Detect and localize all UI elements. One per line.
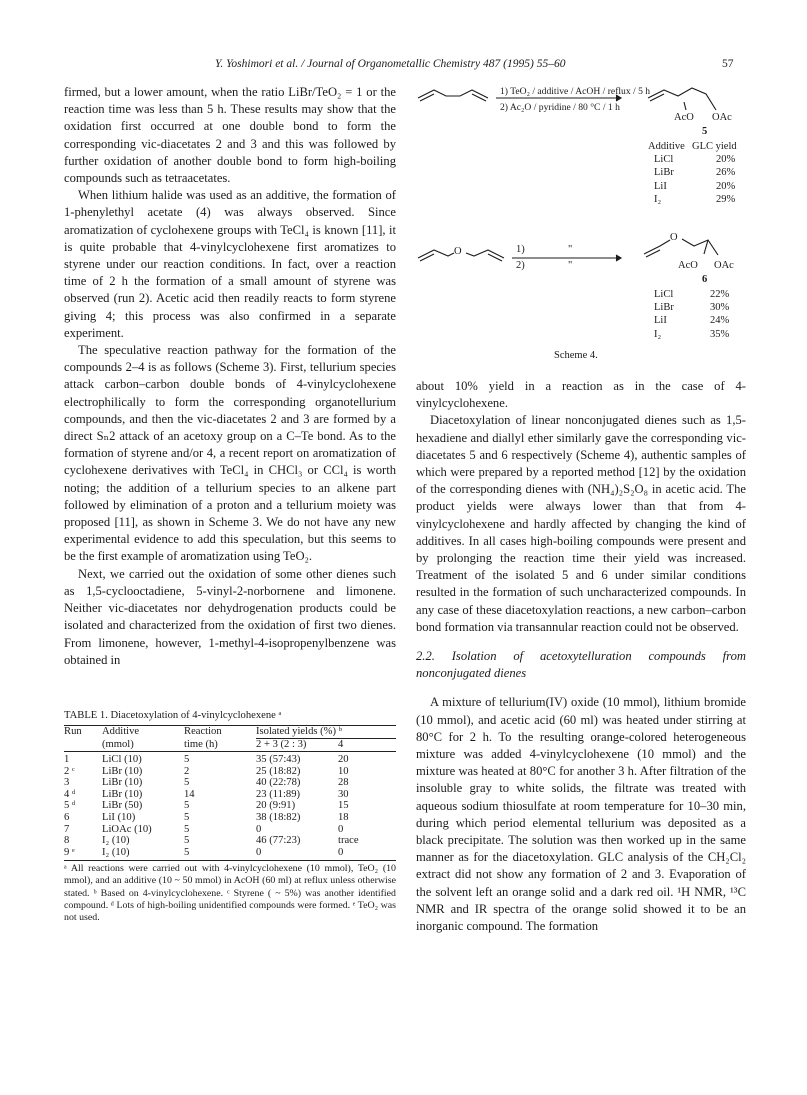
diallyl-ether-structure [418, 250, 454, 258]
ditto-mark: " [568, 260, 573, 271]
oac-label: OAc [712, 112, 732, 123]
table-row [64, 812, 396, 824]
page-number: 57 [722, 58, 734, 70]
cell-run: 7 [64, 823, 70, 835]
cell-additive: LiBr (10) [102, 788, 143, 800]
yield: 35% [710, 328, 730, 340]
cell-time: 5 [184, 777, 190, 789]
cell-yield-23: 40 (22:78) [256, 777, 301, 789]
cell-time: 5 [184, 811, 190, 823]
table-row [64, 847, 396, 859]
left-column [64, 84, 396, 669]
cell-run: 6 [64, 811, 70, 823]
cell-additive: LiBr (10) [102, 777, 143, 789]
oac-label: OAc [714, 260, 734, 271]
compound-5-label: 5 [702, 126, 708, 137]
paragraph: When lithium halide was used as an additive, the formation of 1-phenylethyl acetate (4) was always observed. Since aromatization of cyclohexene groups with TeCl₄ is known [11], it is quite probable that 4-vinylcyclohexene first aromatizes to styrene under our reaction conditions. In fact, over a reaction time of 2 h the formation of a small amount of styrene was observed (run 2). Acetic acid then readily reacts to form styrene giving 4; this process was also confirmed in a separate experiment. [64, 188, 396, 340]
ether-o-label: O [670, 232, 678, 243]
table-caption: TABLE 1. Diacetoxylation of 4-vinylcyclohexene ᵃ [64, 710, 282, 721]
cell-yield-23: 23 (11:89) [256, 788, 301, 800]
th-yields-4: 4 [338, 739, 344, 750]
paragraph: firmed, but a lower amount, when the ratio LiBr/TeO₂ = 1 or the reaction time was less than 5 h. These results may show that the oxidation first occurred at one double bond to form the corresponding vic-diacetates 2 and 3 and this was followed by further oxidation of another double bond to form high-boiling compounds such as tetraacetates. [64, 85, 396, 186]
th-time: Reaction [184, 726, 222, 737]
yield: 24% [710, 315, 730, 327]
cell-additive: LiI (10) [102, 811, 136, 823]
yield: 20% [716, 180, 736, 192]
cell-yield-23: 25 (18:82) [256, 765, 301, 777]
cell-additive: LiBr (10) [102, 765, 143, 777]
diacetate-5-structure [648, 88, 716, 110]
paragraph: about 10% yield in a reaction as in the case of 4-vinylcyclohexene. [416, 379, 746, 411]
paragraph: The speculative reaction pathway for the formation of the compounds 2–4 is as follows (Scheme 3). First, tellurium species attack carbon–carbon double bonds of 4-vinylcyclohexene electrophilically to form the corresponding organotellurium compounds, and then the vic-diacetates 2 and 3 are formed by a direct Sₙ2 attack of an acetoxy group on a C–Te bond. As to the formation of styrene and/or 4, a recent report on aromatization of cyclohexene derivatives with TeCl₄ in CHCl₃ or CCl₄ is worth noting; the addition of a tellurium species to an alkene part followed by elimination of a proton and a tellurium moiety was proposed [11], as shown in Scheme 3. We do not have any new experimental evidence to add this speculation, but this seems to be the first example of aromatization using TeO₂. [64, 343, 396, 564]
section-heading: 2.2. Isolation of acetoxytelluration compounds from nonconjugated dienes [416, 649, 746, 681]
yield-table-5 [648, 140, 737, 206]
additive: I₂ [654, 193, 662, 205]
step-1: 1) [516, 244, 525, 255]
cell-yield-4: 30 [338, 788, 349, 800]
additive: I₂ [654, 328, 662, 340]
table-row [64, 800, 396, 812]
additive: LiI [654, 315, 667, 327]
cell-yield-4: trace [338, 835, 359, 847]
cell-yield-4: 0 [338, 846, 344, 858]
yield: 30% [710, 302, 730, 314]
scheme-4 [416, 80, 746, 380]
cell-additive: LiBr (50) [102, 800, 143, 812]
cell-yield-4: 28 [338, 777, 349, 789]
paragraph: Diacetoxylation of linear nonconjugated dienes such as 1,5-hexadiene and diallyl ether similarly gave the corresponding vic-diacetates 5 and 6 respectively (Scheme 4), authentic samples of which were prepared by a reported method [12] by the oxidation of the corresponding dienes with (NH₄)₂S₂O₈ in acetic acid. The product yields were always lower than that from 4-vinylcyclohexene and hardly affected by changing the kind of additives. In all cases high-boiling compounds were present and by prolonging the reaction time their yield was increased. Treatment of the isolated 5 and 6 under similar conditions resulted in the formation of such uncharacterized compounds. In any case of these diacetoxylation reactions, a new carbon–carbon bond formation via transannular reaction could not be observed. [416, 413, 746, 634]
cell-yield-4: 0 [338, 823, 344, 835]
yield: 29% [716, 193, 736, 205]
th-time-unit: time (h) [184, 738, 218, 750]
paragraph: A mixture of tellurium(IV) oxide (10 mmol), lithium bromide (10 mmol), and acetic acid (60 ml) was heated under stirring at 80°C for 2 h. To the resulting orange-colored heterogeneous mixture was added 4-vinylcyclohexene (10 mmol) and the mixture was heated at 80°C for another 3 h. After filtration of the insoluble gray to white solids, the filtrate was treated with aqueous sodium thiosulfate at room temperature for 10–30 min, during which period elemental tellurium was deposited as a black precipitate. The solution was then worked up in the same manner as for the diacetoxylation. GLC analysis of the CH₂Cl₂ extract did not show any formation of 2 and 3. Evaporation of the solvent left an orange solid and a dark red oil. ¹H NMR, ¹³C NMR and IR spectra of the orange solid showed it to be an inorganic compound. The formation [416, 695, 746, 934]
table-row [64, 789, 396, 801]
cell-yield-23: 0 [256, 846, 262, 858]
ether-o-label: O [454, 246, 462, 257]
th-run: Run [64, 726, 82, 737]
table-row [64, 777, 396, 789]
yields-table [64, 726, 396, 858]
cell-time: 2 [184, 765, 190, 777]
cell-run: 8 [64, 835, 70, 847]
yield: 26% [716, 167, 736, 179]
cell-additive: I₂ (10) [102, 846, 130, 858]
aco-label: AcO [678, 260, 698, 271]
paragraph: Next, we carried out the oxidation of some other dienes such as 1,5-cyclooctadiene, 5-vinyl-2-norbornene and limonene. Neither vic-diacetates nor dehydrogenation products could be isolated and characterized from the oxidation of first two dienes. From limonene, however, 1-methyl-4-isopropenylbenzene was obtained in [64, 566, 396, 667]
cell-yield-4: 15 [338, 800, 349, 812]
step-2: 2) [516, 260, 525, 271]
th-additive-unit: (mmol) [102, 738, 134, 750]
running-title: Y. Yoshimori et al. / Journal of Organometallic Chemistry 487 (1995) 55–60 [215, 58, 566, 70]
cell-time: 14 [184, 788, 195, 800]
table-row [64, 754, 396, 766]
aco-label: AcO [674, 112, 694, 123]
condition-1: 1) TeO₂ / additive / AcOH / reflux / 5 h [500, 86, 651, 97]
cell-run: 4 ᵈ [64, 788, 76, 800]
cell-yield-23: 46 (77:23) [256, 835, 301, 847]
cell-time: 5 [184, 800, 190, 812]
col-additive: Additive [648, 141, 685, 152]
cell-yield-23: 35 (57:43) [256, 754, 301, 765]
ditto-mark: " [568, 244, 573, 255]
th-yields: Isolated yields (%) ᵇ [256, 726, 396, 739]
yield-table-6 [654, 288, 729, 341]
cell-yield-4: 20 [338, 754, 349, 765]
cell-run: 5 ᵈ [64, 800, 76, 812]
right-column [416, 378, 746, 935]
cell-time: 5 [184, 823, 190, 835]
th-additive: Additive [102, 726, 140, 737]
table-row [64, 766, 396, 778]
cell-run: 9 ᵉ [64, 846, 75, 858]
cell-time: 5 [184, 835, 190, 847]
scheme-caption: Scheme 4. [554, 350, 598, 361]
table-footnote: ᵃ All reactions were carried out with 4-vinylcyclohexene (10 mmol), TeO₂ (10 mmol), and an additive (10 ~ 50 mmol) in AcOH (60 ml) at reflux unless otherwise stated. ᵇ Based on 4-vinylcyclohexene. ᶜ Styrene ( ~ 5%) was another identified compound. ᵈ Lots of high-boiling unidentified compounds were formed. ᵉ TeO₂ was not used. [64, 863, 396, 923]
additive: LiCl [654, 289, 674, 300]
cell-time: 5 [184, 754, 190, 765]
cell-run: 1 [64, 754, 70, 765]
additive: LiBr [654, 167, 674, 179]
yield: 22% [710, 289, 730, 300]
additive: LiBr [654, 302, 674, 314]
col-yield: GLC yield [692, 141, 737, 152]
compound-6-label: 6 [702, 274, 708, 285]
additive: LiCl [654, 154, 674, 166]
cell-run: 3 [64, 777, 70, 789]
th-yields-23: 2 + 3 (2 : 3) [256, 739, 307, 750]
cell-additive: LiOAc (10) [102, 823, 152, 835]
cell-yield-23: 20 (9:91) [256, 800, 296, 812]
cell-time: 5 [184, 846, 190, 858]
cell-additive: I₂ (10) [102, 835, 130, 847]
cell-yield-4: 18 [338, 811, 349, 823]
cell-additive: LiCl (10) [102, 754, 142, 765]
cell-yield-23: 0 [256, 823, 262, 835]
cell-yield-4: 10 [338, 765, 349, 777]
additive: LiI [654, 180, 667, 192]
cell-yield-23: 38 (18:82) [256, 811, 301, 823]
table-row [64, 824, 396, 836]
condition-2: 2) Ac₂O / pyridine / 80 °C / 1 h [500, 102, 620, 113]
yield: 20% [716, 154, 736, 166]
table-row [64, 835, 396, 847]
cell-run: 2 ᶜ [64, 765, 75, 777]
table-1 [64, 710, 396, 924]
